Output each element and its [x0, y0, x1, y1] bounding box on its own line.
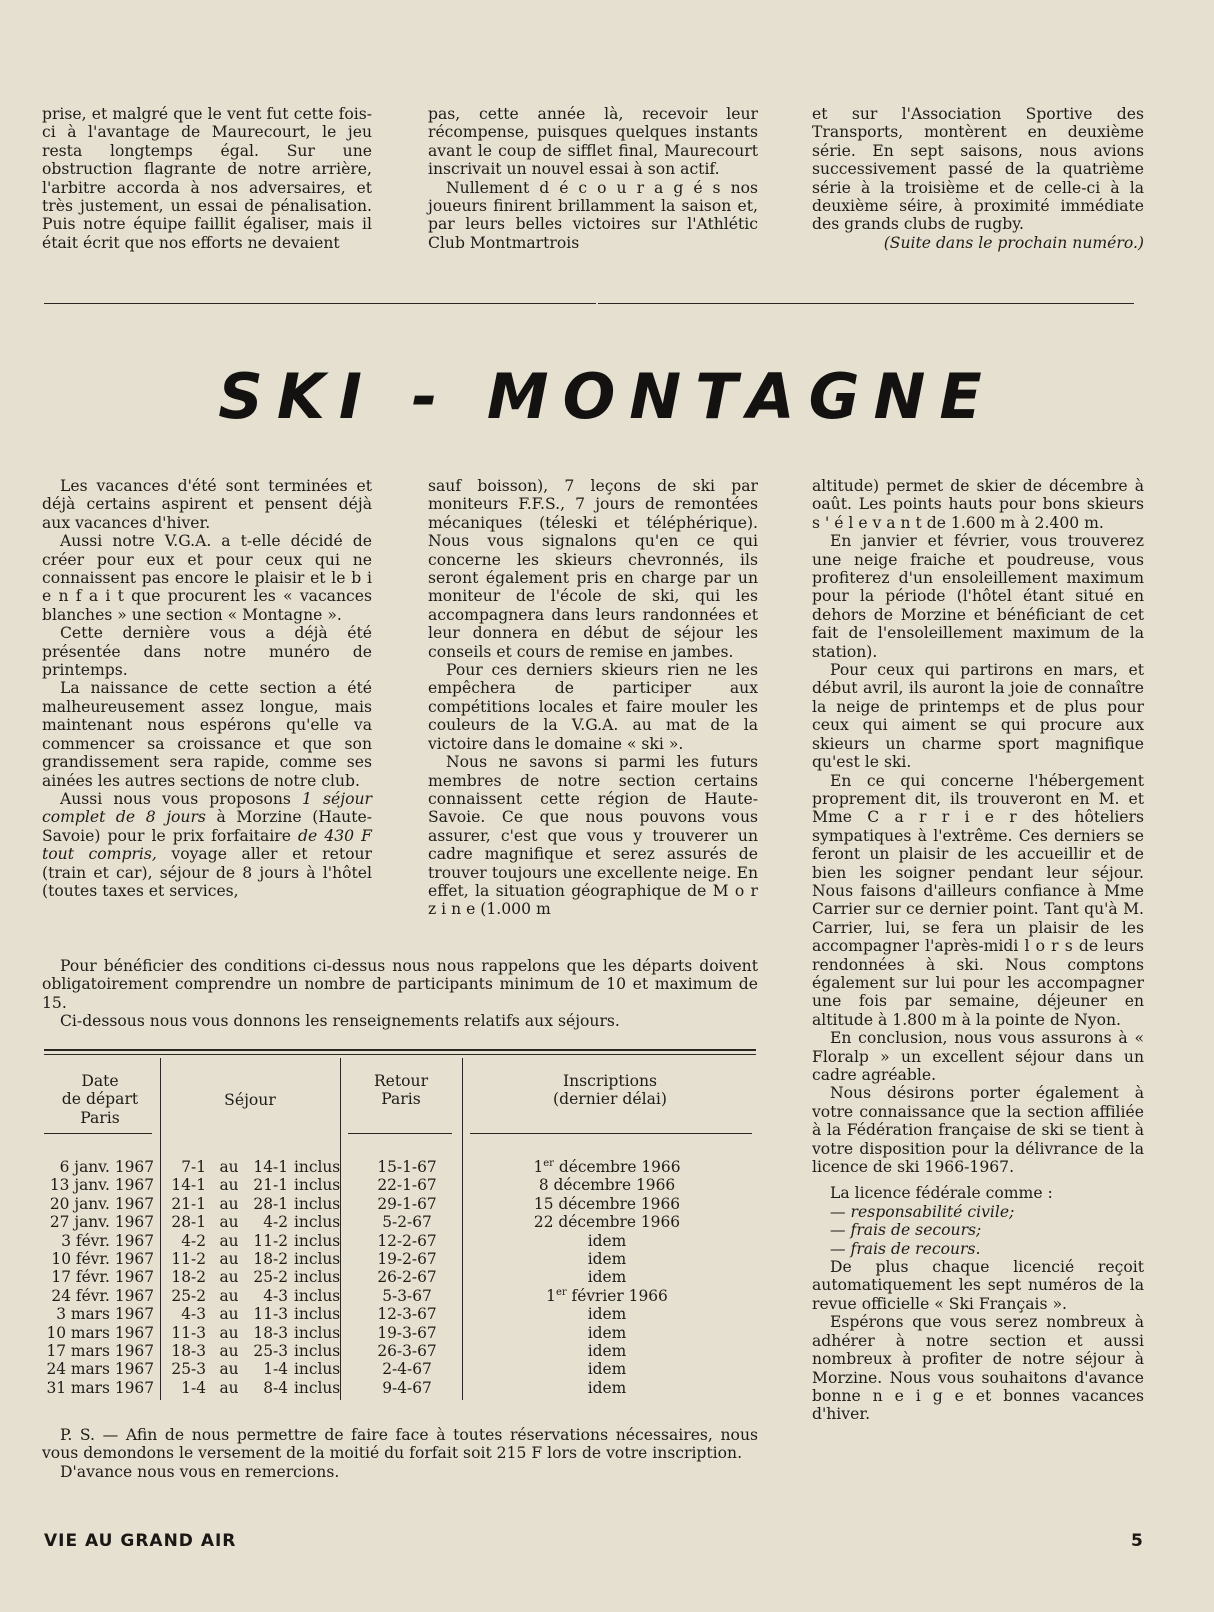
- table-row: [42, 1195, 758, 1213]
- departure-date: 10 févr. 1967: [51, 1249, 154, 1268]
- departure-date: 3 févr. 1967: [61, 1231, 154, 1250]
- stay-start: 11-3: [171, 1323, 206, 1342]
- stay-inclus: inclus: [294, 1249, 341, 1268]
- header-underline: [348, 1133, 452, 1134]
- text: à Morzine (Haute-Savoie) pour le prix forfaitaire: [42, 808, 372, 845]
- header-underline: [470, 1133, 752, 1134]
- return-date: 15-1-67: [377, 1158, 437, 1176]
- paragraph: De plus chaque licencié reçoit automatiquement les sept numéros de la revue officielle « Ski Français ».: [812, 1258, 1144, 1313]
- stay-au: au: [219, 1231, 239, 1250]
- paragraph: [42, 790, 372, 900]
- stay-au: au: [219, 1341, 239, 1360]
- return-date: 29-1-67: [377, 1194, 437, 1213]
- departure-date: 27 janv. 1967: [49, 1213, 154, 1232]
- header-underline: [44, 1133, 152, 1134]
- text: voyage aller et retour (train et car), séjour de 8 jours à l'hôtel (toutes taxes et services,: [42, 845, 372, 900]
- departure-date: 13 janv. 1967: [49, 1176, 154, 1195]
- departure-date: 6 janv. 1967: [59, 1158, 154, 1176]
- paragraph: En janvier et février, vous trouverez une neige fraiche et poudreuse, vous profiterez d'un ensoleillement maximum pour la période (l'hôtel étant situé en dehors de Morzine et bénéficiant de cet fait de l'ensoleillement maximum de la station).: [812, 532, 1144, 661]
- departure-date: 17 mars 1967: [46, 1341, 154, 1360]
- table-row: [42, 1360, 758, 1378]
- stay-start: 4-2: [181, 1231, 206, 1250]
- header-inscriptions: [464, 1072, 756, 1109]
- header-sejour: Séjour: [224, 1091, 276, 1109]
- departure-date: 31 mars 1967: [46, 1378, 154, 1397]
- article-headline: SKI - MONTAGNE: [218, 360, 996, 433]
- continued-note: (Suite dans le prochain numéro.): [883, 233, 1144, 252]
- price-emphasis: de 430 F tout compris,: [42, 826, 372, 864]
- return-date: 12-3-67: [377, 1305, 437, 1324]
- stay-inclus: inclus: [294, 1286, 341, 1305]
- licence-item: — frais de recours.: [830, 1239, 981, 1258]
- stay-end: 8-4: [263, 1378, 288, 1397]
- paragraph: Cette dernière vous a déjà été présentée dans notre munéro de printemps.: [42, 624, 372, 680]
- ordinal-suffix: er: [543, 1157, 554, 1169]
- table-row: [42, 1324, 758, 1342]
- table-row: [42, 1250, 758, 1268]
- stay-inclus: inclus: [294, 1268, 341, 1287]
- table-row: [42, 1342, 758, 1360]
- return-date: 2-4-67: [382, 1360, 432, 1379]
- licence-intro: La licence fédérale comme :: [830, 1184, 1053, 1203]
- stay-start: 25-3: [171, 1360, 206, 1379]
- stay-end: 18-3: [253, 1323, 288, 1342]
- paragraph: pas, cette année là, recevoir leur récompense, puisques quelques instants avant le coup de sifflet final, Maurecourt inscrivait un nouvel essai à son actif.: [428, 105, 758, 179]
- return-date: 22-1-67: [377, 1176, 437, 1195]
- departure-date: 24 mars 1967: [46, 1360, 154, 1379]
- stay-au: au: [219, 1360, 239, 1379]
- stay-start: 1-4: [181, 1378, 206, 1397]
- stay-inclus: inclus: [294, 1158, 341, 1176]
- paragraph: Ci-dessous nous vous donnons les renseignements relatifs aux séjours.: [60, 1012, 620, 1031]
- paragraph: Nous désirons porter également à votre connaissance que la section affiliée à la Fédération française de ski se tient à votre disposition pour la délivrance de la licence de ski 1966-1967.: [812, 1084, 1144, 1177]
- conditions-text: [42, 957, 758, 1031]
- stay-au: au: [219, 1249, 239, 1268]
- inscription-deadline: idem: [587, 1231, 627, 1250]
- stay-end: 25-3: [253, 1341, 288, 1360]
- paragraph: Espérons que vous serez nombreux à adhérer à notre section et aussi nombreux à profiter de notre séjour à Morzine. Nous vous souhaitons d'avance bonne n e i g e et bonnes vacances d'hiver.: [812, 1313, 1144, 1424]
- table-row: [42, 1213, 758, 1231]
- departure-date: 20 janv. 1967: [49, 1194, 154, 1213]
- paragraph: Les vacances d'été sont terminées et déjà certains aspirent et pensent déjà aux vacances d'hiver.: [42, 477, 372, 532]
- stay-end: 25-2: [253, 1268, 288, 1287]
- header-line: Paris: [80, 1108, 120, 1127]
- stay-start: 25-2: [171, 1286, 206, 1305]
- article-column-1: [42, 477, 372, 900]
- inscription-deadline: 8 décembre 1966: [538, 1176, 676, 1195]
- deadline-month: décembre 1966: [553, 1158, 681, 1176]
- table-row: [42, 1305, 758, 1323]
- departure-date: 10 mars 1967: [46, 1323, 154, 1342]
- stay-inclus: inclus: [294, 1213, 341, 1232]
- stay-end: 4-3: [263, 1286, 288, 1305]
- paragraph: Nullement d é c o u r a g é s nos joueurs finirent brillamment la saison et, par leurs belles victoires sur l'Athlétic Club Montmartrois: [428, 178, 758, 252]
- header-line: Inscriptions: [562, 1072, 658, 1090]
- stay-start: 4-3: [181, 1305, 206, 1324]
- inscription-deadline: idem: [587, 1305, 627, 1324]
- return-date: 26-3-67: [377, 1341, 437, 1360]
- return-date: 19-2-67: [377, 1249, 437, 1268]
- return-date: 12-2-67: [377, 1231, 437, 1250]
- table-row: [42, 1287, 758, 1305]
- paragraph: Pour ceux qui partirons en mars, et début avril, ils auront la joie de connaître la neige de printemps et de plus pour ceux qui aiment se qui procure aux skieurs un charme sport magnifique qu'est le ski.: [812, 661, 1144, 772]
- stay-au: au: [219, 1286, 239, 1305]
- stay-inclus: inclus: [294, 1305, 341, 1324]
- inscription-deadline: [472, 1287, 742, 1305]
- inscription-deadline: idem: [587, 1360, 627, 1379]
- paragraph: altitude) permet de skier de décembre à oaût. Les points hauts pour bons skieurs s ' é l e v a n t de 1.600 m à 2.400 m.: [812, 477, 1144, 532]
- magazine-name: VIE AU GRAND AIR: [44, 1531, 237, 1551]
- stay-au: au: [219, 1378, 239, 1397]
- stay-au: au: [219, 1323, 239, 1342]
- top-article-column-2: [428, 105, 758, 252]
- stay-end: 21-1: [253, 1176, 288, 1195]
- stay-end: 11-2: [253, 1231, 288, 1250]
- paragraph: Pour ces derniers skieurs rien ne les empêchera de participer aux compétitions locales et faire mouler les couleurs de la V.G.A. au mat de la victoire dans le domaine « ski ».: [428, 661, 758, 753]
- stay-inclus: inclus: [294, 1323, 341, 1342]
- stay-inclus: inclus: [294, 1378, 341, 1397]
- return-date: 5-3-67: [382, 1286, 432, 1305]
- article-column-3: [812, 477, 1144, 1424]
- inscription-deadline: 15 décembre 1966: [533, 1194, 681, 1213]
- stay-start: 18-2: [171, 1268, 206, 1287]
- paragraph: sauf boisson), 7 leçons de ski par moniteurs F.F.S., 7 jours de remontées mécaniques (téleski et téléphérique). Nous vous signalons qu'en ce qui concerne les skieurs chevronnés, ils seront également pris en charge par un moniteur de l'école de ski, qui les accompagnera dans leurs randonnées et leur donnera en début de séjour les conseils et cours de remise en jambes.: [428, 477, 758, 661]
- stay-start: 18-3: [171, 1341, 206, 1360]
- paragraph: Pour bénéficier des conditions ci-dessus nous nous rappelons que les départs doivent obligatoirement comprendre un nombre de participants minimum de 10 et maximum de 15.: [42, 957, 758, 1012]
- paragraph: En ce qui concerne l'hébergement proprement dit, ils trouveront en M. et Mme C a r r i e r des hôteliers sympatiques à l'extrême. Ces derniers se feront un plaisir de les accueillir et de bien les soigner pendant leur séjour. Nous faisons d'ailleurs confiance à Mme Carrier sur ce dernier point. Tant qu'à M. Carrier, lui, se fera un plaisir de les accompagner l'après-midi l o r s de leurs rendonnées à ski. Nous comptons également sur lui pour les accompagner une fois par semaine, déjeuner en altitude à 1.800 m à la pointe de Nyon.: [812, 771, 1144, 1029]
- table-row: [42, 1158, 758, 1176]
- header-line: Paris: [381, 1090, 421, 1109]
- stay-start: 11-2: [171, 1249, 206, 1268]
- ordinal-suffix: er: [555, 1286, 567, 1298]
- header-line: (dernier délai): [553, 1090, 667, 1109]
- stay-start: 28-1: [171, 1213, 206, 1232]
- stay-au: au: [219, 1213, 239, 1232]
- header-line: Retour: [373, 1072, 429, 1090]
- inscription-deadline: idem: [587, 1323, 627, 1342]
- inscription-deadline: [472, 1158, 742, 1176]
- paragraph: D'avance nous vous en remercions.: [60, 1462, 340, 1481]
- stay-start: 7-1: [181, 1158, 206, 1176]
- inscription-deadline: idem: [587, 1249, 627, 1268]
- inscription-deadline: idem: [587, 1378, 627, 1397]
- deadline-day: 1: [546, 1286, 556, 1305]
- schedule-table-body: [42, 1158, 758, 1397]
- table-row: [42, 1232, 758, 1250]
- stay-end: 4-2: [263, 1213, 288, 1232]
- deadline-day: 1: [533, 1158, 544, 1176]
- return-date: 9-4-67: [382, 1378, 432, 1397]
- licence-item: — responsabilité civile;: [830, 1202, 1015, 1221]
- stay-end: 11-3: [253, 1305, 288, 1324]
- paragraph: et sur l'Association Sportive des Transports, montèrent en deuxième série. En sept saisons, nous avions successivement passé de la quatrième série à la troisième et de celle-ci à la deuxième séire, à proximité immédiate des grands clubs de rugby.: [812, 105, 1144, 234]
- stay-inclus: inclus: [294, 1360, 341, 1379]
- top-article-column-3: [812, 105, 1144, 252]
- return-date: 26-2-67: [377, 1268, 437, 1287]
- inscription-deadline: 22 décembre 1966: [533, 1213, 681, 1232]
- stay-start: 14-1: [171, 1176, 206, 1195]
- table-top-rule: [44, 1049, 756, 1055]
- paragraph: Aussi notre V.G.A. a t-elle décidé de créer pour eux et pour ceux qui ne connaissent pas encore le plaisir et le b i e n f a i t que procurent les « vacances blanches » une section « Montagne ».: [42, 532, 372, 624]
- offer-emphasis: 1 séjour complet de 8 jours: [42, 789, 372, 827]
- stay-inclus: inclus: [294, 1176, 341, 1195]
- departure-date: 3 mars 1967: [56, 1305, 154, 1324]
- header-retour: [342, 1072, 460, 1109]
- paragraph: prise, et malgré que le vent fut cette fois-ci à l'avantage de Maurecourt, le jeu resta longtemps égal. Sur une obstruction flagrante de notre arrière, l'arbitre accorda à nos adversaires, et très justement, un essai de pénalisation. Puis notre équipe faillit égaliser, mais il était écrit que nos efforts ne devaient: [42, 105, 372, 252]
- table-row: [42, 1268, 758, 1286]
- paragraph: P. S. — Afin de nous permettre de faire face à toutes réservations nécessaires, nous vous demondons le versement de la moitié du forfait soit 215 F lors de votre inscription.: [42, 1426, 758, 1463]
- postscript: [42, 1426, 758, 1481]
- licence-item: — frais de secours;: [830, 1221, 982, 1240]
- stay-end: 28-1: [253, 1194, 288, 1213]
- inscription-deadline: idem: [587, 1268, 627, 1287]
- paragraph: Nous ne savons si parmi les futurs membres de notre section certains connaissent cette région de Haute-Savoie. Ce que nous pouvons vous assurer, c'est que vous y trouverer un cadre magnifique et serez assurés de trouver toujours une excellente neige. En effet, la situation géographique de M o r z i n e (1.000 m: [428, 753, 758, 919]
- stay-au: au: [219, 1158, 239, 1176]
- stay-au: au: [219, 1268, 239, 1287]
- header-line: de départ: [61, 1090, 139, 1109]
- stay-inclus: inclus: [294, 1231, 341, 1250]
- section-divider: [44, 303, 596, 304]
- top-article-column-1: [42, 105, 372, 252]
- table-row: [42, 1379, 758, 1397]
- stay-au: au: [219, 1176, 239, 1195]
- inscription-deadline: idem: [587, 1341, 627, 1360]
- stay-end: 18-2: [253, 1249, 288, 1268]
- paragraph: En conclusion, nous vous assurons à « Floralp » un excellent séjour dans un cadre agréable.: [812, 1029, 1144, 1084]
- stay-end: 1-4: [263, 1360, 288, 1379]
- stay-inclus: inclus: [294, 1194, 341, 1213]
- paragraph: La naissance de cette section a été malheureusement assez longue, mais maintenant nous espérons qu'elle va commencer sa croissance et que son grandissement sera rapide, comme ses ainées les autres sections de notre club.: [42, 679, 372, 790]
- stay-au: au: [219, 1194, 239, 1213]
- section-divider: [598, 303, 1134, 304]
- departure-date: 24 févr. 1967: [51, 1286, 154, 1305]
- page-number: 5: [1131, 1531, 1144, 1551]
- deadline-month: février 1966: [566, 1286, 668, 1305]
- return-date: 5-2-67: [382, 1213, 432, 1232]
- return-date: 19-3-67: [377, 1323, 437, 1342]
- departure-date: 17 févr. 1967: [51, 1268, 154, 1287]
- stay-start: 21-1: [171, 1194, 206, 1213]
- table-row: [42, 1176, 758, 1194]
- article-column-2: [428, 477, 758, 919]
- text: Aussi nous vous proposons: [60, 789, 303, 808]
- header-date: [42, 1072, 158, 1127]
- stay-au: au: [219, 1305, 239, 1324]
- stay-inclus: inclus: [294, 1341, 341, 1360]
- stay-end: 14-1: [253, 1158, 288, 1176]
- header-line: Date: [81, 1072, 119, 1090]
